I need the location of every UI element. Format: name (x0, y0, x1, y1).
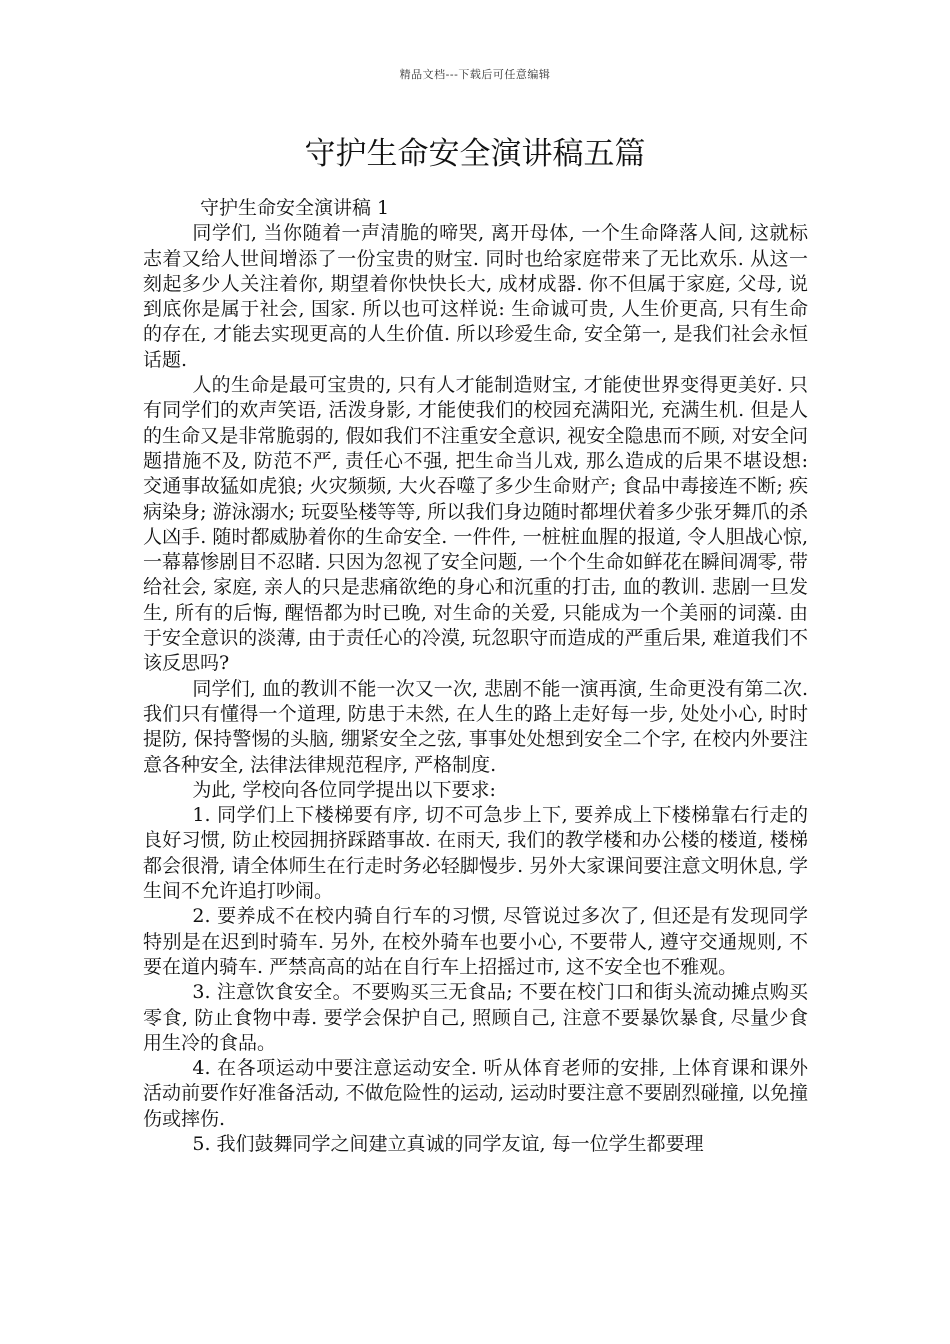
body-paragraph: 为此, 学校向各位同学提出以下要求: (192, 778, 496, 801)
list-item: 3. 注意饮食安全。不要购买三无食品; 不要在校门口和街头流动摊点购买零食, 防止食物中毒. 要学会保护自己, 照顾自己, 注意不要暴饮暴食, 尽量少食用生冷的食品。 (143, 981, 808, 1054)
list-item: 1. 同学们上下楼梯要有序, 切不可急步上下, 要养成上下楼梯靠右行走的良好习惯, 防止校园拥挤踩踏事故. 在雨天, 我们的教学楼和办公楼的楼道, 楼梯都会很滑, 请全体师生在行走时务必轻脚慢步. 另外大家课间要注意文明休息, 学生间不允许追打吵闹。 (143, 804, 808, 903)
body-paragraph: 同学们, 当你随着一声清脆的啼哭, 离开母体, 一个生命降落人间, 这就标志着又给人世间增添了一份宝贵的财宝. 同时也给家庭带来了无比欢乐. 从这一刻起多少人关注着你, 期望着你快快长大, 成材成器. 你不但属于家庭, 父母, 说到底你是属于社会, 国家. 所以也可这样说: 生命诚可贵, 人生价更高, 只有生命的存在, 才能去实现更高的人生价值. 所以珍爱生命, 安全第一, 是我们社会永恒话题. (143, 222, 808, 371)
list-item: 2. 要养成不在校内骑自行车的习惯, 尽管说过多次了, 但还是有发现同学特别是在迟到时骑车. 另外, 在校外骑车也要小心, 不要带人, 遵守交通规则, 不要在道内骑车. 严禁高高的站在自行车上招摇过市, 这不安全也不雅观。 (143, 905, 808, 978)
list-item: 4. 在各项运动中要注意运动安全. 听从体育老师的安排, 上体育课和课外活动前要作好准备活动, 不做危险性的运动, 运动时要注意不要剧烈碰撞, 以免撞伤或摔伤. (143, 1057, 808, 1130)
header-note: 精品文档---下载后可任意编辑 (399, 68, 551, 81)
document-title: 守护生命安全演讲稿五篇 (304, 136, 646, 172)
document-body (143, 196, 808, 1157)
body-paragraph: 人的生命是最可宝贵的, 只有人才能制造财宝, 才能使世界变得更美好. 只有同学们的欢声笑语, 活泼身影, 才能使我们的校园充满阳光, 充满生机. 但是人的生命又是非常脆弱的, 假如我们不注重安全意识, 视安全隐患而不顾, 对安全问题措施不及, 防范不严, 责任心不强, 把生命当儿戏, 那么造成的后果不堪设想: 交通事故猛如虎狼; 火灾频频, 大火吞噬了多少生命财产; 食品中毒接连不断; 疾病染身; 游泳溺水; 玩耍坠楼等等, 所以我们身边随时都埋伏着多少张牙舞爪的杀人凶手. 随时都威胁着你的生命安全. 一件件, 一桩桩血腥的报道, 令人胆战心惊, 一幕幕惨剧目不忍睹. 只因为忽视了安全问题, 一个个生命如鲜花在瞬间凋零, 带给社会, 家庭, 亲人的只是悲痛欲绝的身心和沉重的打击, 血的教训. 悲剧一旦发生, 所有的后悔, 醒悟都为时已晚, 对生命的关爱, 只能成为一个美丽的词藻. 由于安全意识的淡薄, 由于责任心的冷漠, 玩忽职守而造成的严重后果, 难道我们不该反思吗? (143, 374, 808, 675)
body-paragraph: 同学们, 血的教训不能一次又一次, 悲剧不能一演再演, 生命更没有第二次. 我们只有懂得一个道理, 防患于未然, 在人生的路上走好每一步, 处处小心, 时时提防, 保持警惕的头脑, 绷紧安全之弦, 事事处处想到安全二个字, 在校内外要注意各种安全, 法律法律规范程序, 严格制度. (143, 677, 808, 776)
section-subtitle: 守护生命安全演讲稿 1 (200, 197, 390, 219)
list-item: 5. 我们鼓舞同学之间建立真诚的同学友谊, 每一位学生都要理 (192, 1132, 704, 1155)
